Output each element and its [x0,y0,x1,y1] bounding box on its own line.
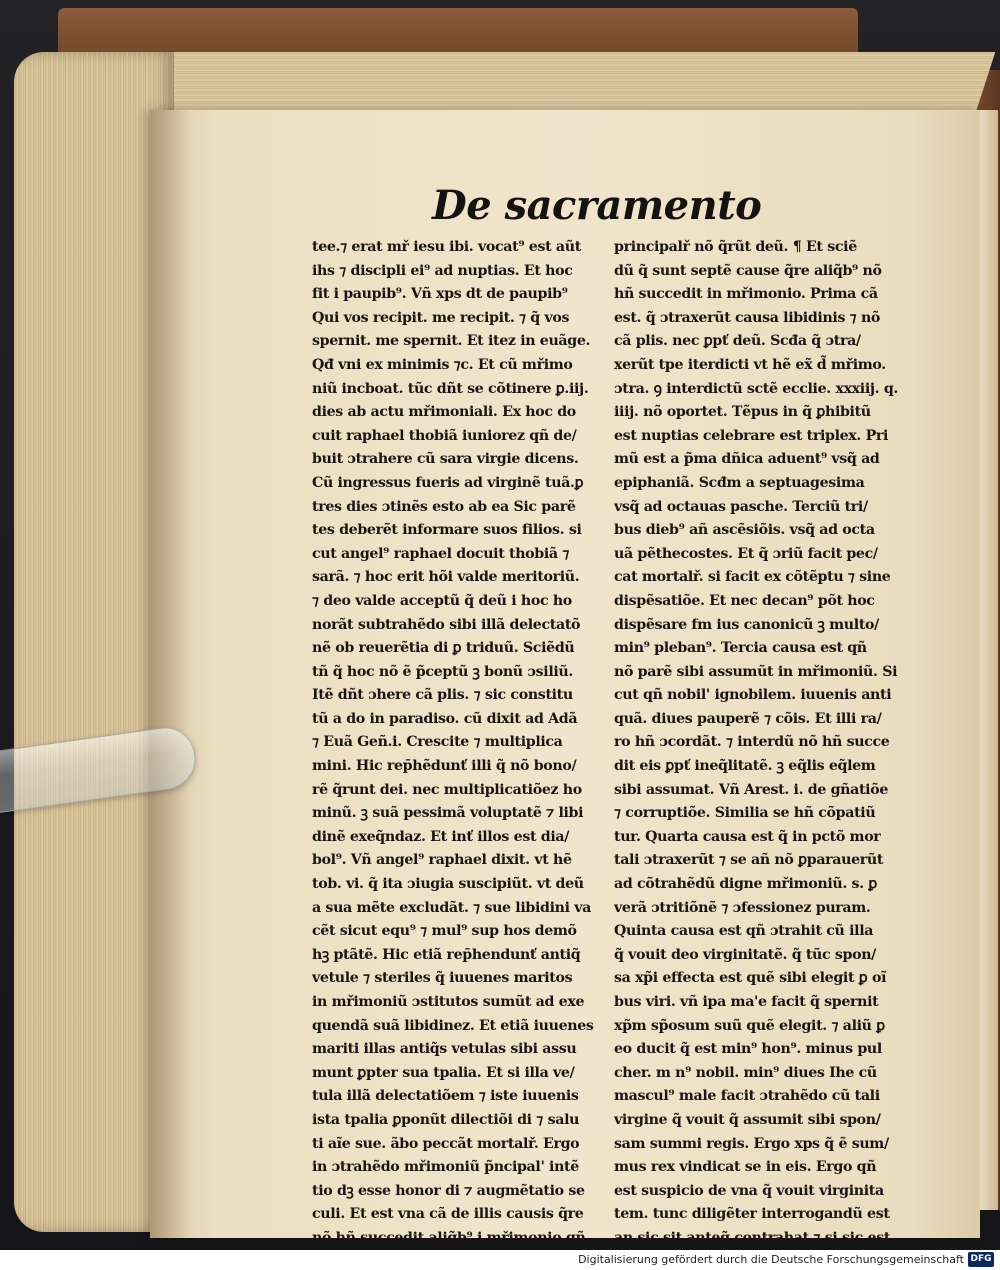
text-line: dies ab actu mřimoniali. Ex hoc do [312,404,576,421]
text-line: sam summi regis. Ergo xps q̃ ẽ sum/ [614,1135,889,1152]
text-line: niũ incboat. tũc dñt se cõtinere ꝑ.iij. [312,380,589,397]
text-line: bol⁹. Vñ angel⁹ raphael dixit. vt hẽ [312,852,572,869]
text-line: dispẽsatiõe. Et nec decan⁹ põt hoc [614,592,875,609]
dfg-logo: DFG [968,1252,994,1267]
text-line: ihs ⁊ discipli ei⁹ ad nuptias. Et hoc [312,262,573,279]
text-line: cut angel⁹ raphael docuit thobiã ⁊ [312,545,570,562]
text-line: dispẽsare fm ius canonicũ ꝫ multo/ [614,616,879,633]
text-line: mascul⁹ male facit ɔtrahẽdo cũ tali [614,1088,880,1105]
facing-page-edge [980,110,998,1210]
text-line: quendã suã libidinez. Et etiã iuuenes [312,1017,594,1034]
text-line: hꝫ ptãtẽ. Hic etiã rep̄hendunť antiq̃ [312,946,581,963]
text-line: a sua mẽte excludãt. ⁊ sue libidini va [312,899,591,916]
text-line: tee.⁊ erat mř iesu ibi. vocat⁹ est aũt [312,239,581,255]
text-line: in mřimoniũ ɔstitutos sumũt ad exe [312,994,585,1010]
text-line: munt ꝑpter sua tpalia. Et si illa ve/ [312,1064,575,1081]
text-line: cuit raphael thobiã iuniorez qñ de/ [312,427,577,444]
text-line: hñ succedit in mřimonio. Prima cã [614,286,878,303]
text-line: Itẽ dñt ɔhere cã plis. ⁊ sic constitu [312,687,573,704]
text-column-left [312,236,606,1250]
text-line: buit ɔtrahere cũ sara virgie dicens. [312,451,579,468]
running-head: De sacramento [432,182,762,229]
text-line: mus rex vindicat se in eis. Ergo qñ [614,1159,877,1176]
text-line: norãt subtrahẽdo sibi illã delectatõ [312,616,581,633]
text-line: bus dieb⁹ añ ascẽsiõis. vsq̃ ad octa [614,522,875,539]
text-line: tres dies ɔtinẽs esto ab ea Sic parẽ [312,498,576,515]
text-line: Qui vos recipit. me recipit. ⁊ q̃ vos [312,309,570,326]
text-line: quã. diues pauperẽ ⁊ cõis. Et illi ra/ [614,710,882,727]
text-line: Cũ ingressus fueris ad virginẽ tuã.ꝑ [312,474,584,491]
text-line: sarã. ⁊ hoc erit hõi valde meritoriũ. [312,569,580,586]
text-line: tali ɔtraxerũt ⁊ se añ nõ ꝑparauerũt [614,852,884,869]
text-line: iiij. nõ oportet. Tẽpus in q̃ ꝑhibitũ [614,404,871,421]
text-line: uã pẽthecostes. Et q̃ ɔriũ facit pec/ [614,545,878,562]
text-line: rẽ q̃runt dei. nec multiplicatiõez ho [312,781,582,798]
text-line: tem. tunc diligẽter interrogandũ est [614,1206,890,1223]
text-line: verã ɔtritiõnẽ ⁊ ɔfessionez puram. [614,899,871,916]
footer-bar [0,1250,1000,1270]
text-line: tula illã delectatiõem ⁊ iste iuuenis [312,1088,579,1105]
text-line: ⁊ corruptiõe. Similia se hñ cõpatiũ [614,805,876,822]
text-line: tñ q̃ hoc nõ ẽ p̃ceptũ ꝫ bonũ ɔsiliũ. [312,663,573,680]
text-line: sa xp̃i effecta est quẽ sibi elegit ꝑ oĩ [614,970,887,987]
text-line: principalř nõ q̃rũt deũ. ¶ Et sciẽ [614,239,857,255]
gutter-shadow [150,110,190,1238]
text-line: cut qñ nobil' ignobilem. iuuenis anti [614,687,892,704]
text-line: tũ a do in paradiso. cũ dixit ad Adã [312,710,578,727]
text-line: ɔtra. ꝯ interdictũ sctẽ ecclie. xxxiij. q. [614,380,898,397]
text-line: minũ. ꝫ suã pessimã voluptatẽ ⁊ libi [312,805,584,822]
text-line: epiphaniã. Scđm a septuagesima [614,474,865,491]
text-line: vsq̃ ad octauas pasche. Terciũ tri/ [614,498,868,515]
text-line: virgine q̃ vouit q̃ assumit sibi spon/ [614,1111,881,1128]
text-line: nõ hñ succedit aliq̃b⁹ i mřimonio qñ [312,1229,586,1246]
text-line: cã plis. nec ꝑpť deũ. Scđa q̃ ɔtra/ [614,333,861,350]
text-line: mũ est a p̃ma dñica aduent⁹ vsq̃ ad [614,451,880,468]
text-line: cẽt sicut equ⁹ ⁊ mul⁹ sup hos demõ [312,923,577,940]
text-line: dinẽ exeq̃ndaz. Et inť illos est dia/ [312,828,570,845]
text-line: tes deberẽt informare suos filios. si [312,522,582,539]
text-line: tio dꝫ esse honor di ⁊ augmẽtatio se [312,1182,585,1199]
text-line: est. q̃ ɔtraxerũt causa libidinis ⁊ nõ [614,309,881,326]
text-line: in ɔtrahẽdo mřimoniũ p̃ncipal' intẽ [312,1159,579,1176]
text-line: ista tpalia ꝑponũt dilectiõi di ⁊ salu [312,1111,580,1128]
text-line: ⁊ Euã Geñ.i. Crescite ⁊ multiplica [312,734,563,751]
text-line: mini. Hic rep̄hẽdunť illi q̃ nõ bono/ [312,758,577,775]
text-line: bus viri. vñ ipa ma'e facit q̃ spernit [614,994,879,1010]
text-line: mariti illas antiq̃s vetulas sibi assu [312,1041,577,1058]
text-line: ⁊ deo valde acceptũ q̃ deũ i hoc ho [312,592,572,609]
text-line: culi. Et est vna cã de illis causis q̃re [312,1206,584,1223]
text-line: min⁹ pleban⁹. Tercia causa est qñ [614,640,867,657]
text-line: nõ parẽ sibi assumũt in mřimoniũ. Si [614,663,898,680]
text-line: est suspicio de vna q̃ vouit virginita [614,1182,884,1199]
text-line: xp̃m sp̃osum suũ quẽ elegit. ⁊ aliũ ꝑ [614,1017,885,1034]
text-line: q̃ vouit deo virginitatẽ. q̃ tũc spon/ [614,946,877,963]
text-line: ti aĩe sue. ãbo peccãt mortalř. Ergo [312,1135,580,1152]
text-line: sibi assumat. Vñ Arest. i. de gñatiõe [614,781,889,798]
text-line: fit i paupib⁹. Vñ xps dt de paupib⁹ [312,286,568,303]
text-line: nẽ ob reuerẽtia di ꝑ triduũ. Sciẽdũ [312,640,575,657]
text-line: spernit. me spernit. Et itez in euãge. [312,333,591,350]
text-line: tob. vi. q̃ ita ɔiugia suscipiũt. vt deũ [312,876,584,893]
text-line: cat mortalř. si facit ex cõtẽptu ⁊ sine [614,569,891,586]
text-line: eo ducit q̃ est min⁹ hon⁹. minus pul [614,1041,882,1058]
text-line: xerũt tpe iterdicti vt hẽ ex̃ d̃ mřimo. [614,356,886,373]
text-line: est nuptias celebrare est triplex. Pri [614,427,889,444]
text-line: dit eis ꝑpť ineq̃litatẽ. ꝫ eq̃lis eq̃lem [614,758,876,775]
text-line: an sic sit anteq̃ contrahat ⁊ si sic est [614,1229,891,1246]
text-line: Quinta causa est qñ ɔtrahit cũ illa [614,923,874,940]
text-line: cher. m n⁹ nobil. min⁹ diues Ihe cũ [614,1064,877,1081]
text-line: Qđ vni ex minimis ⁊c. Et cũ mřimo [312,356,573,373]
funding-credit: Digitalisierung gefördert durch die Deutsche Forschungsgemeinschaft [578,1253,964,1266]
text-line: dũ q̃ sunt septẽ cause q̃re aliq̃b⁹ nõ [614,262,882,279]
text-column-right [614,236,906,1250]
text-line: tur. Quarta causa est q̃ in pctõ mor [614,828,881,845]
text-line: ad cõtrahẽdũ digne mřimoniũ. s. ꝑ [614,876,877,893]
text-line: vetule ⁊ steriles q̃ iuuenes maritos [312,970,573,987]
text-line: ro hñ ɔcordãt. ⁊ interdũ nõ hñ succe [614,734,890,751]
